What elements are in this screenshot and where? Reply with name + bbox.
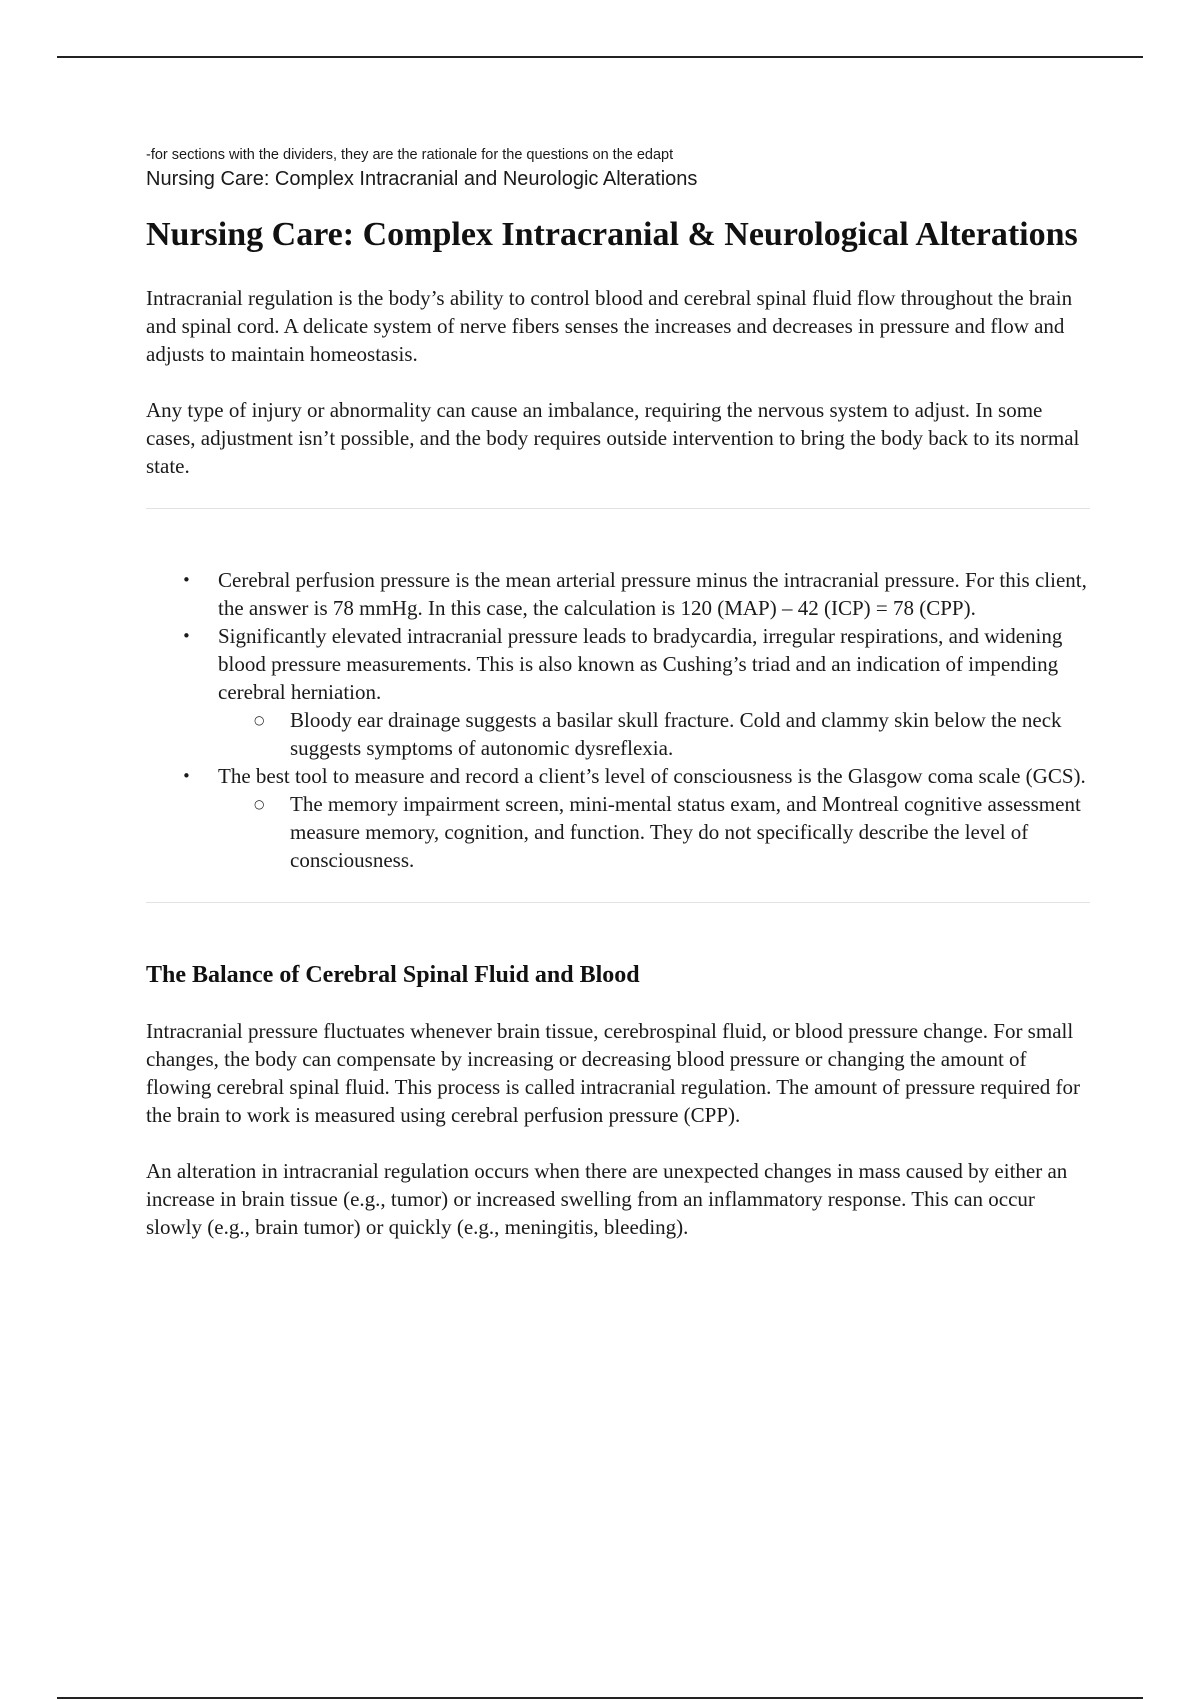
section-paragraph-2: An alteration in intracranial regulation occurs when there are unexpected changes in mass caused by either an increase in brain tissue (e.g., tumor) or increased swelling from an inflammatory response. This can occur slowly (e.g., brain tumor) or quickly (e.g., meningitis, bleeding).	[146, 1159, 1068, 1239]
rationale-sublist	[218, 790, 1090, 874]
rationale-list	[146, 566, 1090, 874]
sub-bullet-icon: ○	[254, 713, 265, 727]
page-top-rule	[57, 56, 1143, 58]
rationale-text: Significantly elevated intracranial pressure leads to bradycardia, irregular respirations, and widening blood pressure measurements. This is also known as Cushing’s triad and an indication of impending cerebral herniation.	[218, 624, 1063, 704]
bullet-icon: •	[182, 627, 191, 645]
bullet-icon: •	[182, 767, 191, 785]
rationale-subitem-cognitive-tools	[218, 790, 1090, 874]
section-divider-bottom	[146, 902, 1090, 903]
document-page	[146, 145, 1090, 1241]
author-note: -for sections with the dividers, they are the rationale for the questions on the edapt	[146, 147, 674, 163]
sub-bullet-icon: ○	[254, 797, 265, 811]
document-subtitle: Nursing Care: Complex Intracranial and Neurologic Alterations	[146, 168, 698, 190]
rationale-subtext: The memory impairment screen, mini-mental status exam, and Montreal cognitive assessment measure memory, cognition, and function. They do not specifically describe the level of consciousness.	[290, 792, 1081, 872]
intro-paragraph-1: Intracranial regulation is the body’s ability to control blood and cerebral spinal fluid flow throughout the brain and spinal cord. A delicate system of nerve fibers senses the increases and decreases in pressure and flow and adjusts to maintain homeostasis.	[146, 286, 1073, 366]
page-bottom-rule	[57, 1697, 1143, 1699]
intro-paragraph-2: Any type of injury or abnormality can cause an imbalance, requiring the nervous system to adjust. In some cases, adjustment isn’t possible, and the body requires outside intervention to bring the body back to its normal state.	[146, 398, 1080, 478]
section-divider-top	[146, 508, 1090, 509]
rationale-subtext: Bloody ear drainage suggests a basilar skull fracture. Cold and clammy skin below the neck suggests symptoms of autonomic dysreflexia.	[290, 708, 1062, 760]
rationale-text: Cerebral perfusion pressure is the mean arterial pressure minus the intracranial pressure. For this client, the answer is 78 mmHg. In this case, the calculation is 120 (MAP) – 42 (ICP) = 78 (CPP).	[218, 568, 1087, 620]
rationale-item-cushing	[146, 622, 1090, 762]
bullet-icon: •	[182, 571, 191, 589]
rationale-sublist	[218, 706, 1090, 762]
page-title: Nursing Care: Complex Intracranial & Neurological Alterations	[146, 216, 1078, 253]
section-heading: The Balance of Cerebral Spinal Fluid and Blood	[146, 962, 640, 988]
rationale-item-cpp	[146, 566, 1090, 622]
rationale-item-gcs	[146, 762, 1090, 874]
section-paragraph-1: Intracranial pressure fluctuates whenever brain tissue, cerebrospinal fluid, or blood pressure change. For small changes, the body can compensate by increasing or decreasing blood pressure or changing the amount of flowing cerebral spinal fluid. This process is called intracranial regulation. The amount of pressure required for the brain to work is measured using cerebral perfusion pressure (CPP).	[146, 1019, 1080, 1127]
rationale-subitem-skull-fracture	[218, 706, 1090, 762]
rationale-text: The best tool to measure and record a client’s level of consciousness is the Glasgow coma scale (GCS).	[218, 764, 1086, 788]
